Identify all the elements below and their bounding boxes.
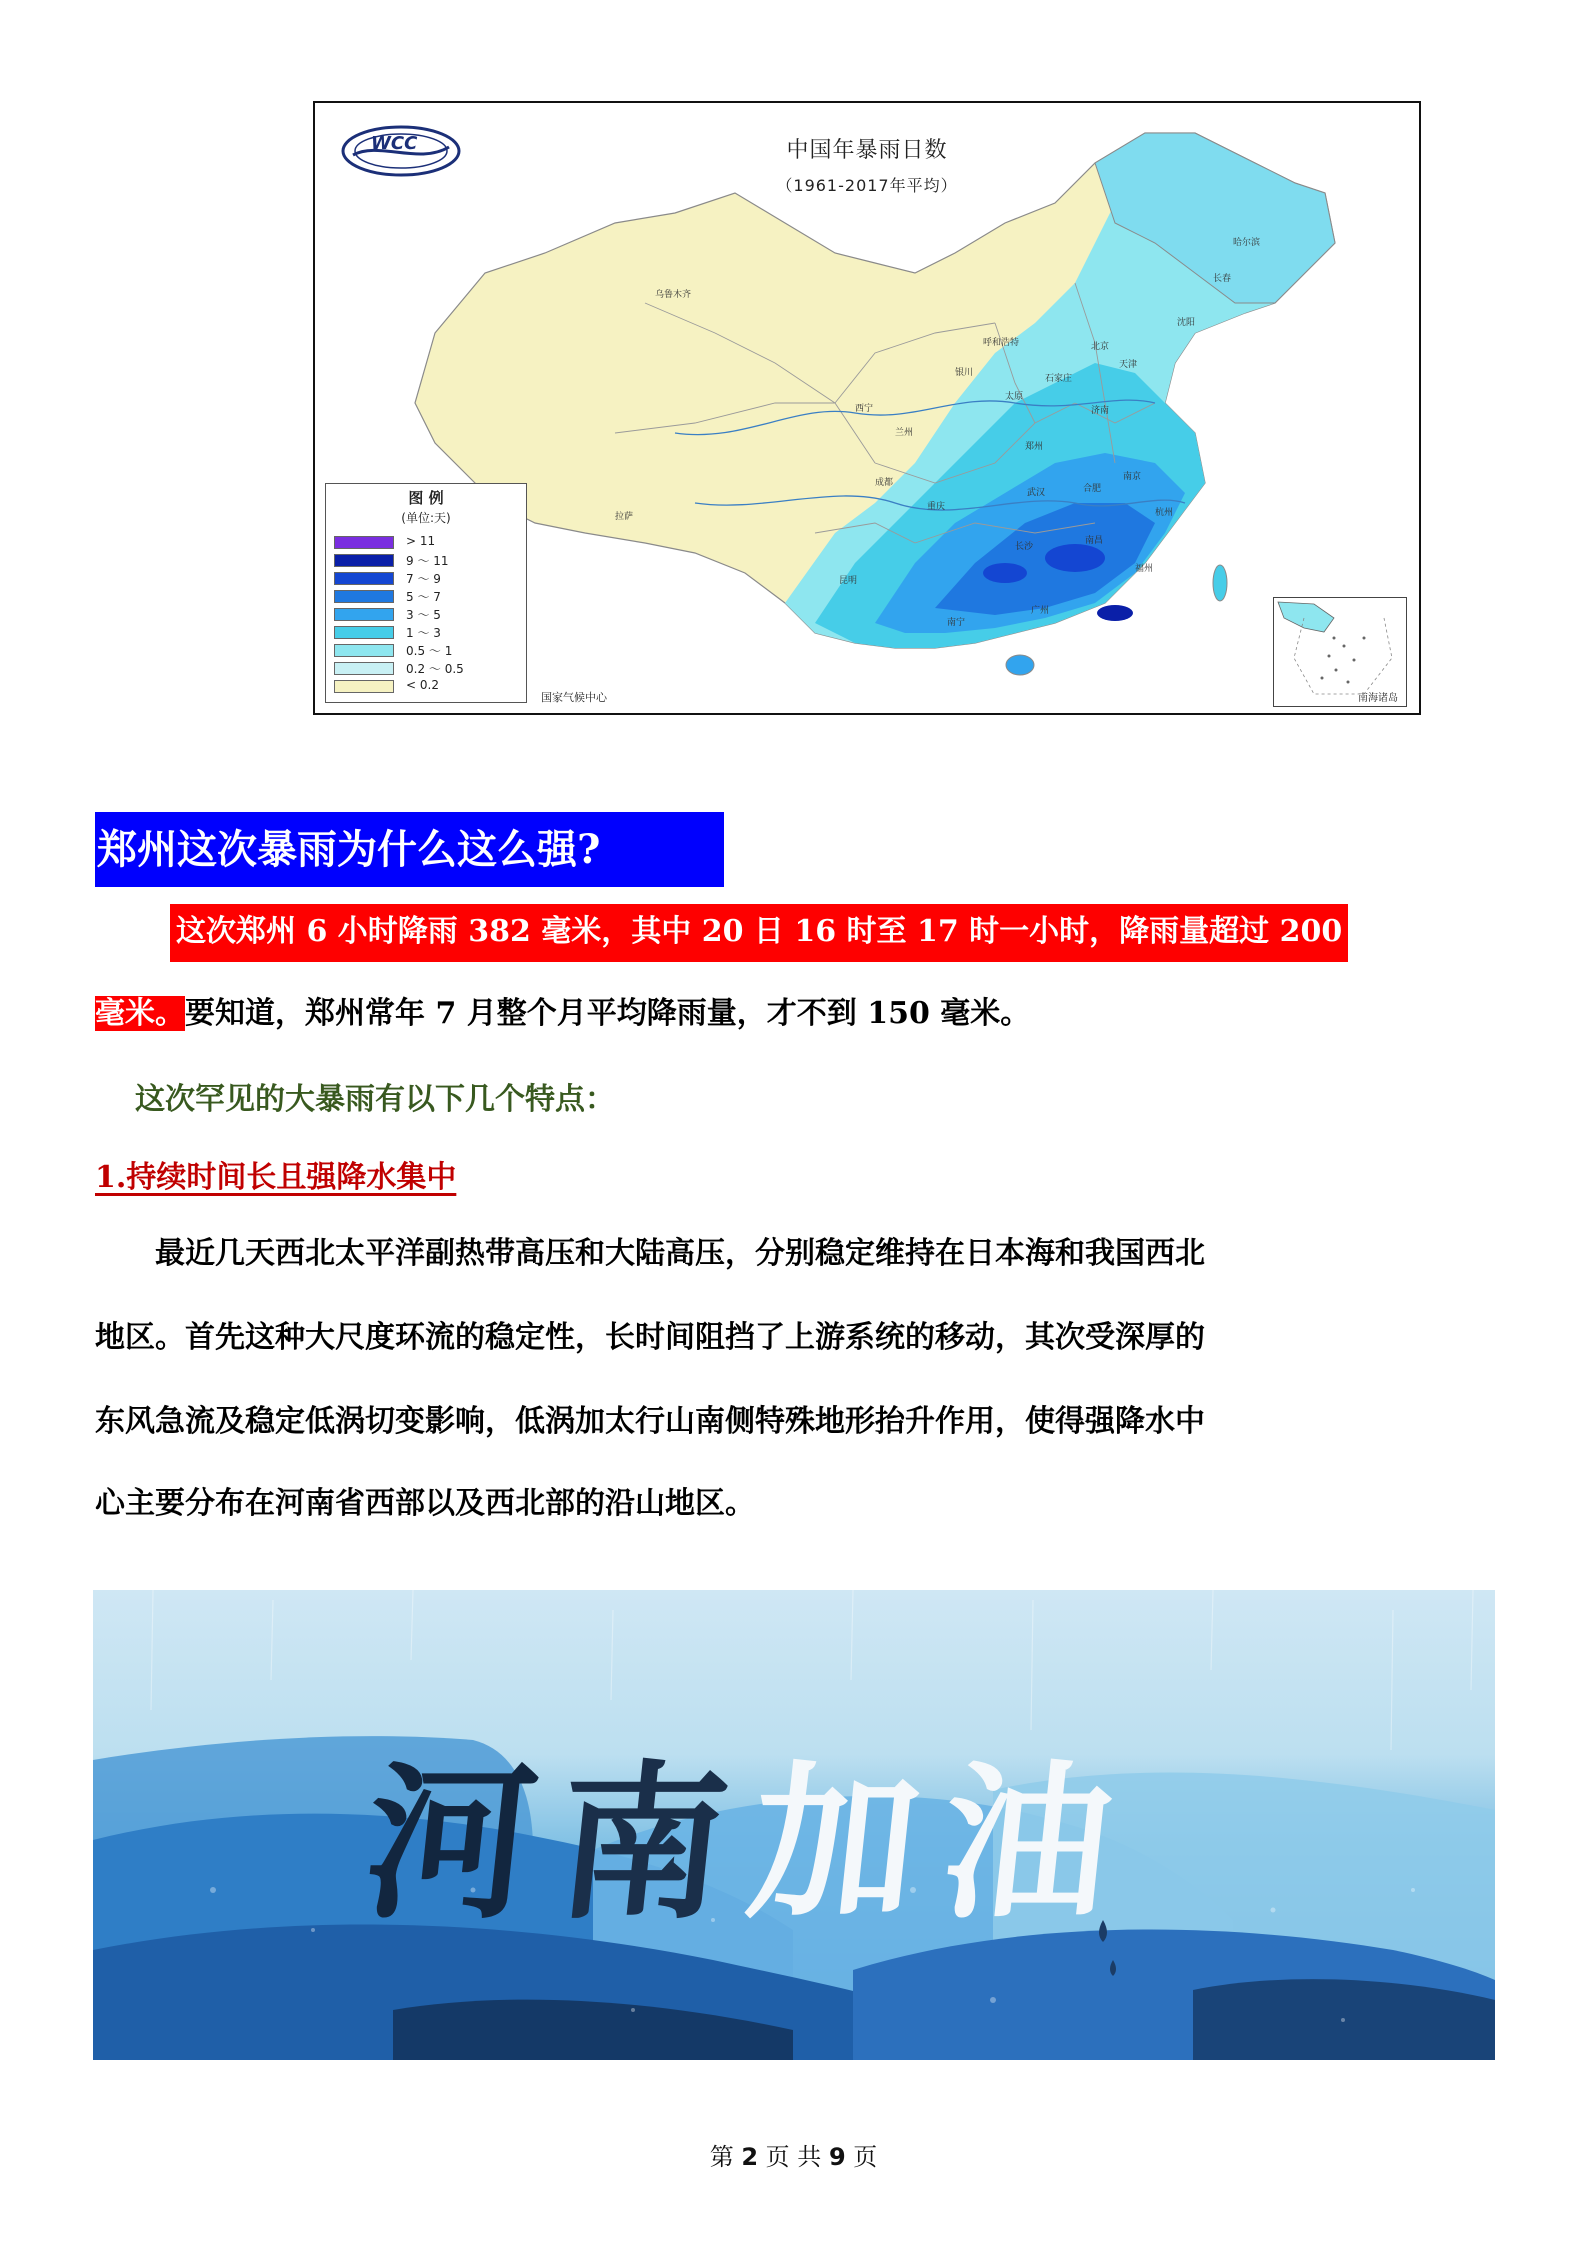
footer-middle: 页 共 bbox=[765, 2143, 822, 2171]
map-title: 中国年暴雨日数 bbox=[786, 138, 948, 163]
map-place-label: 兰州 bbox=[895, 428, 914, 438]
legend-row bbox=[334, 680, 524, 694]
legend-label: 3 ～ 5 bbox=[406, 608, 441, 622]
legend-row bbox=[334, 536, 524, 550]
map-place-label: 银川 bbox=[955, 368, 974, 378]
footer-total-pages: 9 bbox=[828, 2143, 846, 2171]
legend-label: 7 ～ 9 bbox=[406, 572, 441, 586]
map-place-label: 郑州 bbox=[1025, 442, 1044, 452]
map-place-label: 合肥 bbox=[1083, 484, 1102, 494]
map-place-label: 北京 bbox=[1091, 342, 1110, 352]
legend-swatch bbox=[334, 554, 394, 567]
map-place-label: 南京 bbox=[1123, 472, 1142, 482]
map-place-label: 福州 bbox=[1135, 564, 1154, 574]
wcc-logo-text: WCC bbox=[371, 133, 418, 154]
legend-row bbox=[334, 554, 524, 568]
features-intro: 这次罕见的大暴雨有以下几个特点： bbox=[135, 1082, 615, 1117]
intro-line-2 bbox=[95, 986, 1030, 1042]
footer-page-number: 2 bbox=[741, 2143, 759, 2171]
banner-char: 加 bbox=[740, 1744, 954, 1942]
legend-label: 0.2 ～ 0.5 bbox=[406, 662, 464, 676]
feature-1-body-line: 东风急流及稳定低涡切变影响，低涡加太行山南侧特殊地形抬升作用，使得强降水中 bbox=[95, 1404, 1205, 1439]
intro-highlight-line: 这次郑州 6 小时降雨 382 毫米，其中 20 日 16 时至 17 时一小时，降雨量超过 200 bbox=[170, 904, 1348, 962]
map-place-label: 南宁 bbox=[947, 618, 966, 628]
legend-label: 0.5 ～ 1 bbox=[406, 644, 453, 658]
map-place-label: 石家庄 bbox=[1045, 374, 1073, 384]
map-source: 国家气候中心 bbox=[541, 691, 607, 704]
legend-swatch bbox=[334, 536, 394, 549]
section-heading: 郑州这次暴雨为什么这么强? bbox=[95, 812, 724, 887]
legend-title: 图 例 bbox=[408, 489, 444, 507]
feature-1-body-line: 最近几天西北太平洋副热带高压和大陆高压，分别稳定维持在日本海和我国西北 bbox=[95, 1236, 1205, 1271]
legend-swatch bbox=[334, 572, 394, 585]
map-place-label: 长沙 bbox=[1015, 542, 1034, 552]
map-place-label: 乌鲁木齐 bbox=[655, 290, 692, 300]
map-place-label: 天津 bbox=[1119, 360, 1138, 370]
legend-row bbox=[334, 644, 524, 658]
legend-swatch bbox=[334, 626, 394, 639]
map-place-label: 拉萨 bbox=[615, 512, 634, 522]
legend-swatch bbox=[334, 680, 394, 693]
south-china-sea-inset bbox=[1273, 597, 1407, 707]
page-footer bbox=[0, 2137, 1587, 2172]
map-place-label: 哈尔滨 bbox=[1233, 238, 1261, 248]
inset-label: 南海诸岛 bbox=[1358, 693, 1398, 704]
banner-char: 南 bbox=[548, 1744, 762, 1942]
map-place-label: 长春 bbox=[1213, 274, 1232, 284]
map-place-label: 昆明 bbox=[839, 576, 858, 586]
map-subtitle: （1961-2017年平均） bbox=[776, 176, 958, 195]
map-place-label: 武汉 bbox=[1027, 488, 1046, 498]
banner-char: 油 bbox=[932, 1744, 1146, 1942]
map-place-label: 西宁 bbox=[855, 404, 874, 414]
legend-swatch bbox=[334, 644, 394, 657]
legend-label: < 0.2 bbox=[406, 678, 439, 692]
feature-1-body-line: 地区。首先这种大尺度环流的稳定性，长时间阻挡了上游系统的移动，其次受深厚的 bbox=[95, 1320, 1205, 1355]
legend-label: 5 ～ 7 bbox=[406, 590, 441, 604]
legend-label: 1 ～ 3 bbox=[406, 626, 441, 640]
map-place-label: 成都 bbox=[875, 478, 894, 488]
rainstorm-days-map bbox=[313, 101, 1421, 715]
legend-row bbox=[334, 626, 524, 640]
feature-1-body-line: 心主要分布在河南省西部以及西北部的沿山地区。 bbox=[95, 1486, 755, 1521]
legend-row bbox=[334, 662, 524, 676]
map-place-label: 沈阳 bbox=[1177, 318, 1196, 328]
map-place-label: 济南 bbox=[1091, 406, 1110, 416]
legend-swatch bbox=[334, 608, 394, 621]
henan-support-banner bbox=[93, 1590, 1495, 2060]
legend-label: > 11 bbox=[406, 534, 436, 548]
intro-highlight-end: 毫米。 bbox=[95, 996, 185, 1031]
footer-prefix: 第 bbox=[709, 2143, 734, 2171]
map-legend bbox=[325, 483, 527, 703]
map-place-label: 重庆 bbox=[927, 502, 946, 512]
map-place-label: 杭州 bbox=[1155, 508, 1174, 518]
intro-rest: 要知道，郑州常年 7 月整个月平均降雨量，才不到 150 毫米。 bbox=[185, 996, 1031, 1031]
legend-label: 9 ～ 11 bbox=[406, 554, 449, 568]
footer-suffix: 页 bbox=[853, 2143, 878, 2171]
legend-row bbox=[334, 608, 524, 622]
map-place-label: 呼和浩特 bbox=[983, 338, 1020, 348]
feature-1-title: 1.持续时间长且强降水集中 bbox=[95, 1160, 457, 1195]
map-place-label: 太原 bbox=[1005, 392, 1024, 402]
map-place-label: 广州 bbox=[1031, 606, 1050, 616]
banner-slogan bbox=[355, 1710, 1148, 1951]
legend-row bbox=[334, 590, 524, 604]
legend-swatch bbox=[334, 662, 394, 675]
map-place-label: 南昌 bbox=[1085, 536, 1104, 546]
legend-row bbox=[334, 572, 524, 586]
legend-swatch bbox=[334, 590, 394, 603]
banner-char: 河 bbox=[356, 1744, 570, 1942]
legend-unit: (单位:天) bbox=[401, 511, 451, 525]
